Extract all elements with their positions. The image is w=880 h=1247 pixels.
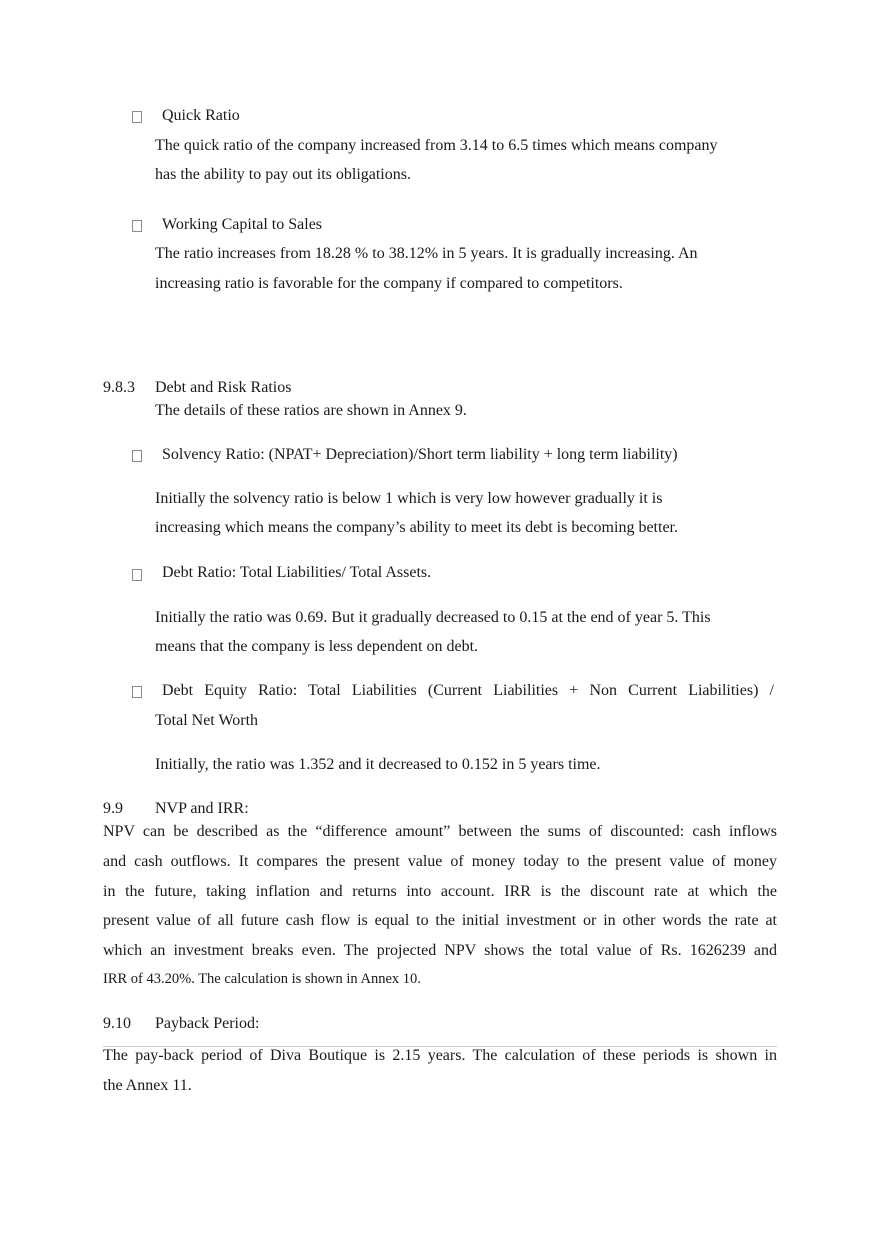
section-intro: The details of these ratios are shown in Annex 9. xyxy=(155,402,467,419)
section-number: 9.8.3 xyxy=(103,379,135,396)
bullet-box-icon xyxy=(132,450,142,462)
solvency-text-1: Initially the solvency ratio is below 1 which is very low however gradually it is xyxy=(155,490,663,507)
payback-text-1: The pay-back period of Diva Boutique is 2.15 years. The calculation of these periods is shown in xyxy=(103,1047,777,1064)
section-title: NVP and IRR: xyxy=(155,800,249,817)
working-capital-heading: Working Capital to Sales xyxy=(162,216,323,233)
debt-ratio-text-1: Initially the ratio was 0.69. But it gradually decreased to 0.15 at the end of year 5. This xyxy=(155,609,711,626)
npv-paragraph-line: NPV can be described as the “difference amount” between the sums of discounted: cash inflows xyxy=(103,823,777,840)
debt-ratio-text-2: means that the company is less dependent on debt. xyxy=(155,638,479,655)
debt-equity-heading-1: Debt Equity Ratio: Total Liabilities (Current Liabilities + Non Current Liabilities) / xyxy=(162,682,774,699)
npv-paragraph-line: which an investment breaks even. The projected NPV shows the total value of Rs. 1626239 and xyxy=(103,942,777,959)
payback-text-2: the Annex 11. xyxy=(103,1077,192,1094)
solvency-heading: Solvency Ratio: (NPAT+ Depreciation)/Short term liability + long term liability) xyxy=(162,446,678,463)
debt-ratio-heading: Debt Ratio: Total Liabilities/ Total Assets. xyxy=(162,564,432,581)
npv-paragraph-last-line: IRR of 43.20%. The calculation is shown in Annex 10. xyxy=(103,971,421,987)
bullet-box-icon xyxy=(132,569,142,581)
debt-equity-heading-2: Total Net Worth xyxy=(155,712,259,729)
npv-paragraph-line: and cash outflows. It compares the present value of money today to the present value of money xyxy=(103,853,777,870)
section-number: 9.9 xyxy=(103,800,123,817)
quick-ratio-text-2: has the ability to pay out its obligations. xyxy=(155,166,411,183)
quick-ratio-heading: Quick Ratio xyxy=(162,107,240,124)
section-title: Debt and Risk Ratios xyxy=(155,379,292,396)
bullet-box-icon xyxy=(132,686,142,698)
bullet-box-icon xyxy=(132,220,142,232)
npv-paragraph-line: present value of all future cash flow is equal to the initial investment or in other words the rate at xyxy=(103,912,777,929)
bullet-box-icon xyxy=(132,111,142,123)
working-capital-text-1: The ratio increases from 18.28 % to 38.12% in 5 years. It is gradually increasing. An xyxy=(155,245,698,262)
solvency-text-2: increasing which means the company’s ability to meet its debt is becoming better. xyxy=(155,519,678,536)
section-number: 9.10 xyxy=(103,1015,131,1032)
quick-ratio-text-1: The quick ratio of the company increased from 3.14 to 6.5 times which means company xyxy=(155,137,718,154)
working-capital-text-2: increasing ratio is favorable for the company if compared to competitors. xyxy=(155,275,623,292)
debt-equity-text: Initially, the ratio was 1.352 and it decreased to 0.152 in 5 years time. xyxy=(155,756,601,773)
npv-paragraph-line: in the future, taking inflation and returns into account. IRR is the discount rate at which the xyxy=(103,883,777,900)
section-title: Payback Period: xyxy=(155,1015,260,1032)
